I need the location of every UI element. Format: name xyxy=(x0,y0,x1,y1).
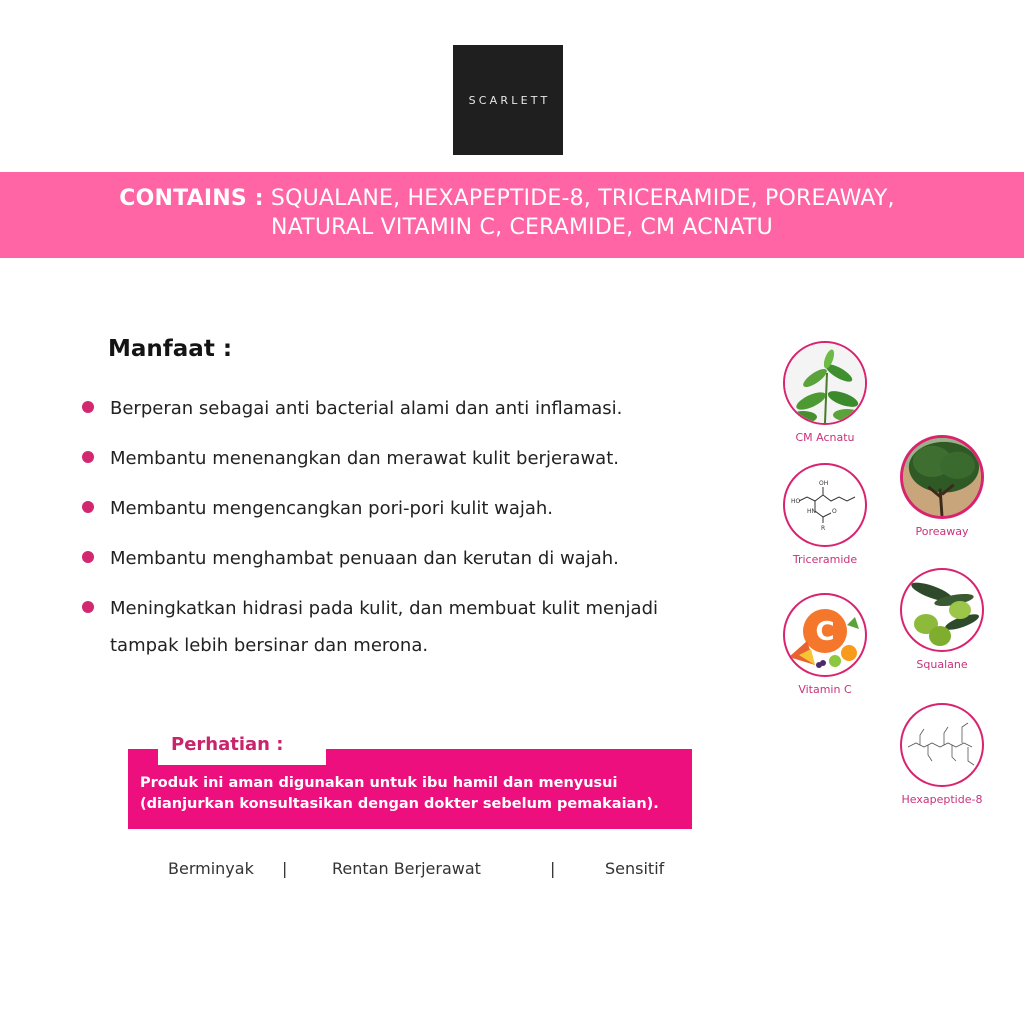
ingredient-label: Triceramide xyxy=(792,553,858,566)
svg-text:OH: OH xyxy=(819,480,829,487)
benefits-title: Manfaat : xyxy=(108,336,233,362)
brand-logo xyxy=(453,45,563,155)
contains-banner xyxy=(0,172,1024,258)
svg-text:HN: HN xyxy=(807,508,816,515)
bullet-icon xyxy=(82,401,94,413)
ingredient-squalane xyxy=(882,568,1002,671)
warning-line-2: (dianjurkan konsultasikan dengan dokter sebelum pemakaian). xyxy=(140,796,659,812)
benefit-item xyxy=(80,490,720,527)
bullet-icon xyxy=(82,551,94,563)
warning-panel xyxy=(128,733,692,829)
vitamin-c-fruits-icon xyxy=(783,593,867,677)
ingredient-vitamin-c xyxy=(765,593,885,696)
benefits-list xyxy=(80,390,720,677)
tree-icon xyxy=(900,435,984,519)
ingredient-label: Poreaway xyxy=(915,525,969,538)
skin-type-sensitive: Sensitif xyxy=(605,859,665,878)
benefit-text: Membantu mengencangkan pori-pori kulit wajah. xyxy=(110,498,554,519)
warning-line-1: Produk ini aman digunakan untuk ibu hamil dan menyusui xyxy=(140,775,618,791)
ingredient-label: CM Acnatu xyxy=(795,431,855,444)
svg-text:R: R xyxy=(821,525,826,532)
peptide-structure-icon xyxy=(900,703,984,787)
contains-ingredients-2: NATURAL VITAMIN C, CERAMIDE, CM ACNATU xyxy=(271,215,773,240)
skin-type-oily: Berminyak xyxy=(168,859,254,878)
benefit-item xyxy=(80,590,670,664)
molecule-structure-icon xyxy=(783,463,867,547)
benefit-item xyxy=(80,540,720,577)
contains-label: CONTAINS : xyxy=(119,186,264,211)
benefit-text: Berperan sebagai anti bacterial alami dan anti inflamasi. xyxy=(110,398,623,419)
ingredient-cm-acnatu xyxy=(765,341,885,444)
tea-leaf-icon xyxy=(783,341,867,425)
svg-text:O: O xyxy=(832,508,837,515)
ingredient-hexapeptide-8 xyxy=(882,703,1002,806)
bullet-icon xyxy=(82,451,94,463)
olive-icon xyxy=(900,568,984,652)
skin-type-acne-prone: Rentan Berjerawat xyxy=(332,859,481,878)
skin-type-separator: | xyxy=(282,859,288,878)
ingredient-poreaway xyxy=(882,435,1002,538)
benefit-text: Meningkatkan hidrasi pada kulit, dan membuat kulit menjadi tampak lebih bersinar dan merona. xyxy=(110,598,658,656)
contains-ingredients-1: SQUALANE, HEXAPEPTIDE-8, TRICERAMIDE, POREAWAY, xyxy=(270,186,895,211)
svg-text:HO: HO xyxy=(791,498,801,505)
warning-title: Perhatian : xyxy=(171,734,284,755)
brand-logo-text: SCARLETT xyxy=(468,93,551,107)
ingredient-label: Squalane xyxy=(916,658,968,671)
ingredient-label: Vitamin C xyxy=(798,683,852,696)
ingredient-triceramide xyxy=(765,463,885,566)
benefit-text: Membantu menghambat penuaan dan kerutan di wajah. xyxy=(110,548,619,569)
benefit-text: Membantu menenangkan dan merawat kulit berjerawat. xyxy=(110,448,619,469)
bullet-icon xyxy=(82,501,94,513)
bullet-icon xyxy=(82,601,94,613)
skin-type-separator: | xyxy=(550,859,556,878)
ingredient-label: Hexapeptide-8 xyxy=(901,793,983,806)
benefit-item xyxy=(80,440,720,477)
svg-text:C: C xyxy=(815,617,835,647)
warning-text xyxy=(140,773,700,815)
benefit-item xyxy=(80,390,720,427)
contains-line-1 xyxy=(0,184,1024,213)
